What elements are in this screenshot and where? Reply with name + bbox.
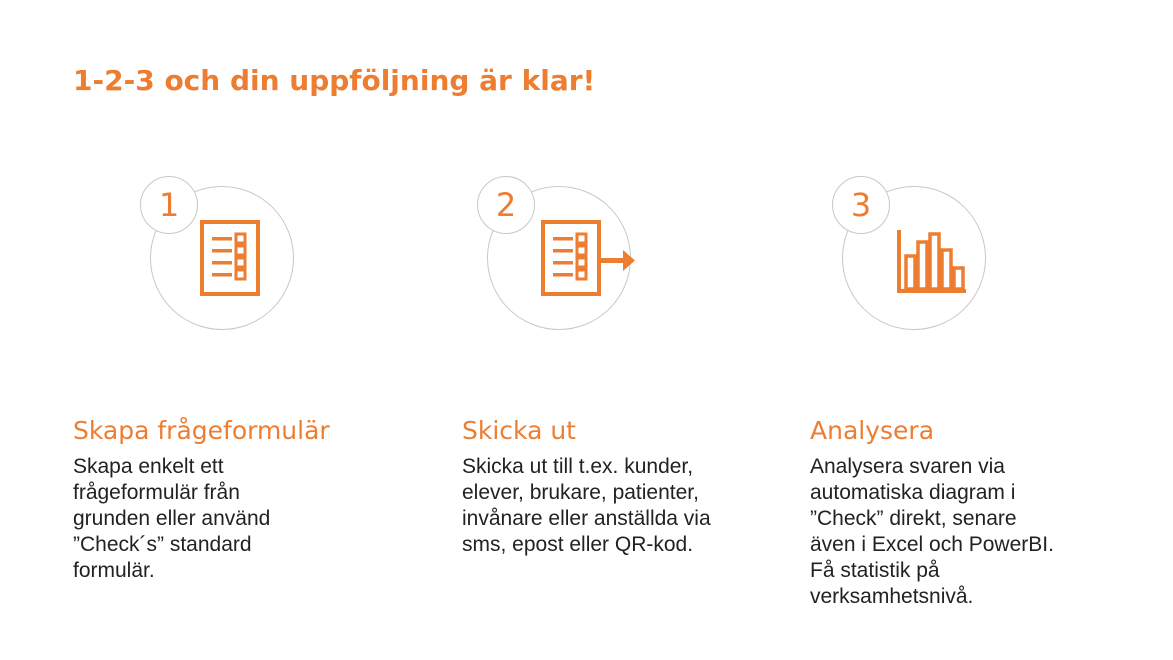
step-1-graphic <box>140 176 315 336</box>
step-2-number-badge: 2 <box>477 176 535 234</box>
step-3-title: Analysera <box>810 416 935 445</box>
form-icon <box>200 220 260 296</box>
page-title: 1-2-3 och din uppföljning är klar! <box>73 64 596 97</box>
step-1-title: Skapa frågeformulär <box>73 416 330 445</box>
step-2-graphic <box>477 176 652 336</box>
send-form-icon <box>541 220 637 296</box>
step-1-description: Skapa enkelt ett frågeformulär från grunden eller använd ”Check´s” standard formulär. <box>73 455 271 582</box>
step-1-number-badge: 1 <box>140 176 198 234</box>
bar-chart-icon <box>896 228 968 294</box>
step-3-graphic <box>832 176 1007 336</box>
step-3-number-badge: 3 <box>832 176 890 234</box>
step-3-description: Analysera svaren via automatiska diagram i ”Check” direkt, senare även i Excel och PowerBI. Få statistik på verksamhetsnivå. <box>810 455 1054 608</box>
step-2-description: Skicka ut till t.ex. kunder, elever, brukare, patienter, invånare eller anställda via sms, epost eller QR-kod. <box>462 455 711 556</box>
step-2-title: Skicka ut <box>462 416 576 445</box>
